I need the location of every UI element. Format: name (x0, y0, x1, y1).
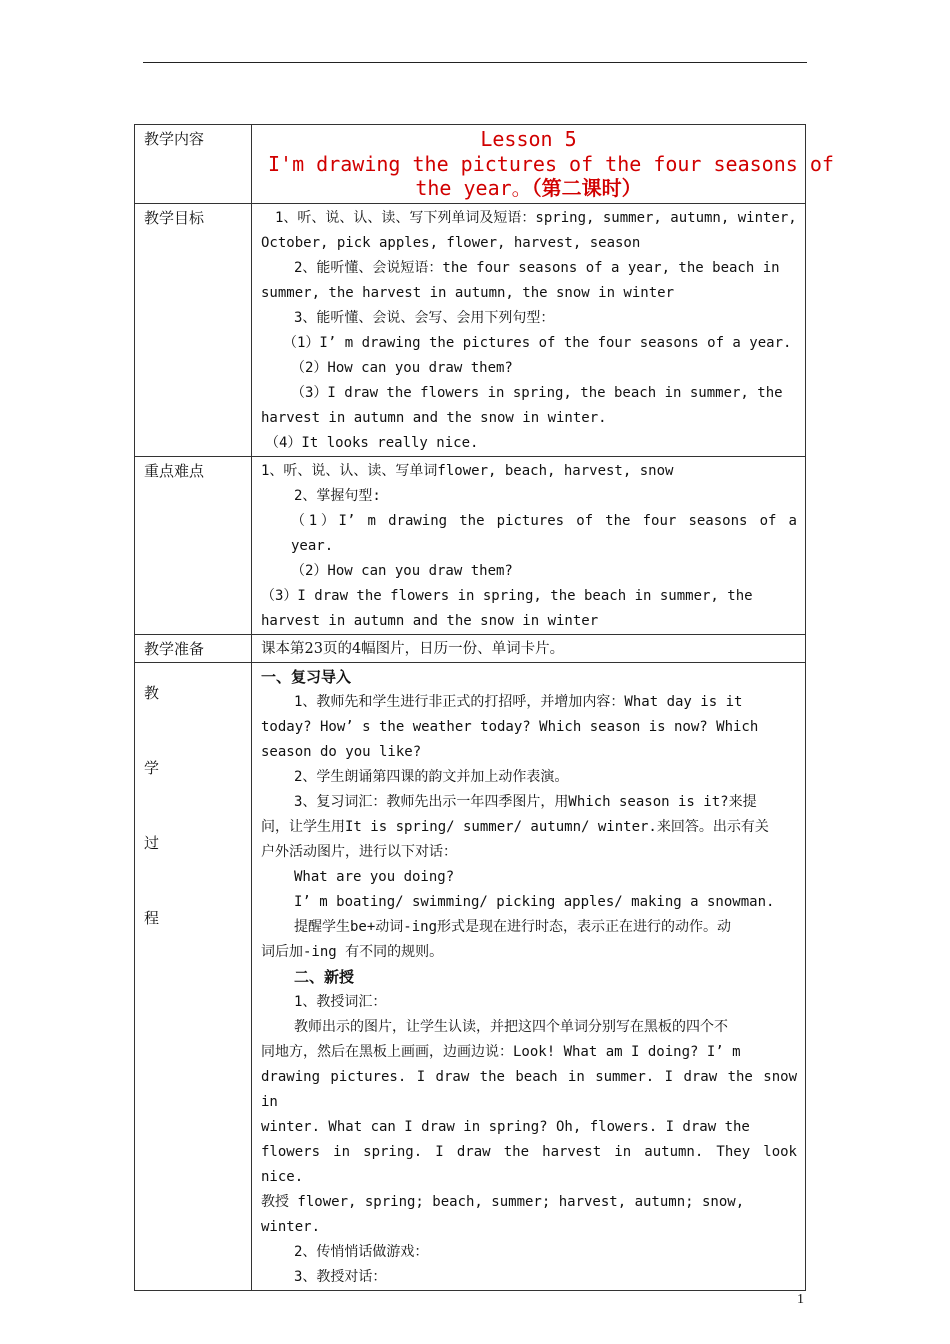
lesson-title-line1: Lesson 5 (480, 127, 577, 151)
process-line: 2、学生朗诵第四课的韵文并加上动作表演。 (294, 768, 569, 785)
section-title-new: 二、新授 (294, 967, 355, 986)
lesson-plan-table (134, 124, 834, 1291)
key-points-line: （1）I’ m drawing the pictures of the four seasons of a year. (291, 512, 797, 554)
process-line: 词后加-ing 有不同的规则。 (261, 943, 444, 960)
section-title-review: 一、复习导入 (261, 667, 352, 686)
goals-line: harvest in autumn and the snow in winter. (261, 409, 607, 426)
label-teaching-content: 教学内容 (135, 125, 252, 204)
lesson-title-line3-en: the year。 (415, 176, 532, 200)
row-teaching-content (135, 125, 806, 204)
row-key-points (135, 456, 806, 634)
key-points-line: （2）How can you draw them? (291, 562, 513, 579)
goals-line: （2）How can you draw them? (291, 359, 513, 376)
process-line: 3、教授对话： (294, 1268, 387, 1285)
goals-content (252, 203, 806, 456)
process-line: flowers in spring. I draw the harvest in autumn. They look nice. (261, 1143, 797, 1185)
process-label-char: 过 (144, 833, 160, 852)
label-teaching-prep: 教学准备 (135, 634, 252, 662)
process-line: 户外活动图片，进行以下对话： (261, 843, 457, 860)
label-teaching-goals: 教学目标 (135, 203, 252, 456)
process-line: 1、教授词汇： (294, 993, 387, 1010)
goals-line: 1、听、说、认、读、写下列单词及短语：spring, summer, autumn, winter, (275, 209, 797, 226)
page-number: 1 (797, 1292, 804, 1307)
goals-line: October, pick apples, flower, harvest, season (261, 234, 641, 251)
process-line: winter. What can I draw in spring? Oh, flowers. I draw the (261, 1118, 750, 1135)
process-line: 同地方，然后在黑板上画画，边画边说：Look! What am I doing? I’ m (261, 1043, 741, 1060)
lesson-title-line3 (268, 176, 789, 201)
row-teaching-prep (135, 634, 806, 662)
prep-text: 课本第23页的4幅图片，日历一份、单词卡片。 (261, 640, 565, 657)
goals-line: 3、能听懂、会说、会写、会用下列句型： (294, 309, 555, 326)
header-rule (143, 62, 807, 63)
row-teaching-process (135, 662, 806, 1290)
row-teaching-goals (135, 203, 806, 456)
process-line: drawing pictures. I draw the beach in summer. I draw the snow in (261, 1068, 797, 1110)
lesson-title (252, 125, 834, 204)
process-label-char: 教 (144, 683, 160, 702)
process-line: 教授 flower, spring; beach, summer; harvest, autumn; snow, (261, 1193, 745, 1210)
process-label-char: 程 (144, 908, 160, 927)
process-line: 3、复习词汇：教师先出示一年四季图片，用Which season is it?来提 (294, 793, 757, 810)
key-points-line: 2、掌握句型: (294, 487, 381, 504)
key-points-line: （3）I draw the flowers in spring, the beach in summer, the (261, 587, 753, 604)
goals-line: （1）I’ m drawing the pictures of the four seasons of a year. (283, 334, 792, 351)
key-points-line: 1、听、说、认、读、写单词flower, beach, harvest, snow (261, 462, 674, 479)
process-line: today? How’ s the weather today? Which season is now? Which (261, 718, 759, 735)
lesson-title-line3-cn: （第二课时） (531, 176, 642, 200)
process-line: What are you doing? (294, 868, 455, 885)
process-line: winter. (261, 1218, 321, 1235)
process-line: I’ m boating/ swimming/ picking apples/ making a snowman. (294, 893, 775, 910)
lesson-title-line2: I'm drawing the pictures of the four seasons of (268, 151, 834, 176)
key-points-content (252, 456, 806, 634)
goals-line: （4）It looks really nice. (265, 434, 479, 451)
prep-content (252, 634, 806, 662)
process-line: 2、传悄悄话做游戏： (294, 1243, 429, 1260)
process-line: 提醒学生be+动词-ing形式是现在进行时态，表示正在进行的动作。动 (294, 918, 731, 935)
goals-line: （3）I draw the flowers in spring, the beach in summer, the (291, 384, 783, 401)
label-key-points: 重点难点 (135, 456, 252, 634)
process-content (252, 662, 806, 1290)
goals-line: summer, the harvest in autumn, the snow in winter (261, 284, 675, 301)
process-line: 1、教师先和学生进行非正式的打招呼，并增加内容：What day is it (294, 693, 743, 710)
label-teaching-process (135, 662, 252, 1290)
process-line: 教师出示的图片，让学生认读，并把这四个单词分别写在黑板的四个不 (294, 1018, 728, 1035)
process-line: 问，让学生用It is spring/ summer/ autumn/ winter.来回答。出示有关 (261, 818, 769, 835)
goals-line: 2、能听懂、会说短语：the four seasons of a year, the beach in (294, 259, 780, 276)
process-line: season do you like? (261, 743, 422, 760)
key-points-line: harvest in autumn and the snow in winter (261, 612, 599, 629)
process-label-char: 学 (144, 758, 160, 777)
